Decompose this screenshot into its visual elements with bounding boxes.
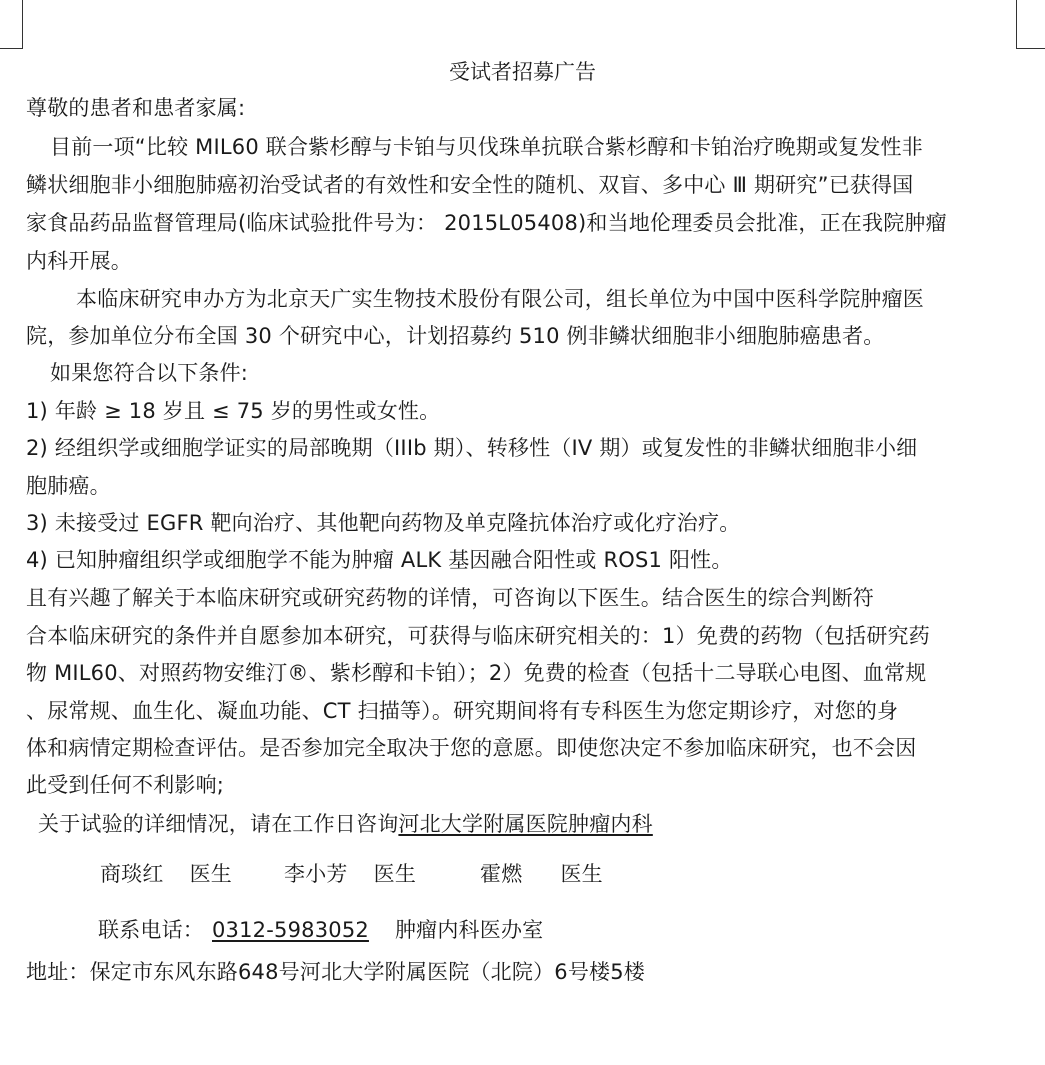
crop-mark-top-left	[0, 0, 23, 49]
doctor-name: 霍燃	[480, 862, 523, 886]
para3-line: 体和病情定期检查评估。是否参加完全取决于您的意愿。即使您决定不参加临床研究，也不会因	[26, 736, 917, 760]
para3-line: 且有兴趣了解关于本临床研究或研究药物的详情，可咨询以下医生。结合医生的综合判断符	[26, 586, 874, 610]
consult-line	[38, 810, 653, 838]
contact-office: 肿瘤内科医办室	[394, 918, 544, 942]
address: 地址：保定市东风东路648号河北大学附属医院（北院）6号楼5楼	[26, 960, 646, 984]
condition-item: 3) 未接受过 EGFR 靶向治疗、其他靶向药物及单克隆抗体治疗或化疗治疗。	[26, 511, 741, 535]
para1-line: 目前一项“比较 MIL60 联合紫杉醇与卡铂与贝伐珠单抗联合紫杉醇和卡铂治疗晚期或复发性非	[50, 135, 923, 159]
condition-item: 1) 年龄 ≥ 18 岁且 ≤ 75 岁的男性或女性。	[26, 399, 441, 423]
para1-line: 内科开展。	[26, 249, 132, 273]
para1-line: 家食品药品监督管理局(临床试验批件号为： 2015L05408)和当地伦理委员会批准，正在我院肿瘤	[26, 211, 947, 235]
para2-line: 本临床研究申办方为北京天广实生物技术股份有限公司，组长单位为中国中医科学院肿瘤医	[76, 287, 924, 311]
conditions-intro: 如果您符合以下条件:	[50, 361, 249, 385]
consult-prefix: 关于试验的详细情况，请在工作日咨询	[38, 812, 399, 836]
consult-department: 河北大学附属医院肿瘤内科	[398, 812, 653, 836]
doctor-title: 医生	[560, 862, 603, 886]
condition-item: 胞肺癌。	[26, 474, 111, 498]
condition-item: 4) 已知肿瘤组织学或细胞学不能为肿瘤 ALK 基因融合阳性或 ROS1 阳性。	[26, 548, 733, 572]
crop-mark-top-right	[1016, 0, 1045, 49]
contact-phone: 0312-5983052	[212, 918, 369, 942]
para1-line: 鳞状细胞非小细胞肺癌初治受试者的有效性和安全性的随机、双盲、多中心 Ⅲ 期研究”已获得国	[26, 173, 914, 197]
condition-item: 2) 经组织学或细胞学证实的局部晚期（IIIb 期）、转移性（IV 期）或复发性的非鳞状细胞非小细	[26, 436, 918, 460]
para3-line: 物 MIL60、对照药物安维汀®、紫杉醇和卡铂）；2）免费的检查（包括十二导联心电图、血常规	[26, 661, 927, 685]
doctor-title: 医生	[373, 862, 417, 886]
contact-line	[98, 916, 543, 944]
para2-line: 院，参加单位分布全国 30 个研究中心，计划招募约 510 例非鳞状细胞非小细胞肺癌患者。	[26, 324, 885, 348]
doctor-name: 商琰红	[100, 862, 164, 886]
document-title: 受试者招募广告	[449, 60, 596, 84]
doctor-name: 李小芳	[284, 862, 348, 886]
para3-line: 此受到任何不利影响;	[26, 773, 225, 797]
salutation: 尊敬的患者和患者家属:	[26, 96, 246, 120]
contact-label: 联系电话：	[98, 918, 204, 942]
doctor-title: 医生	[189, 862, 233, 886]
para3-line: 合本临床研究的条件并自愿参加本研究，可获得与临床研究相关的：1）免费的药物（包括研究药	[26, 624, 930, 648]
para3-line: 、尿常规、血生化、凝血功能、CT 扫描等）。研究期间将有专科医生为您定期诊疗，对您的身	[26, 699, 899, 723]
doctor-list	[100, 860, 603, 888]
